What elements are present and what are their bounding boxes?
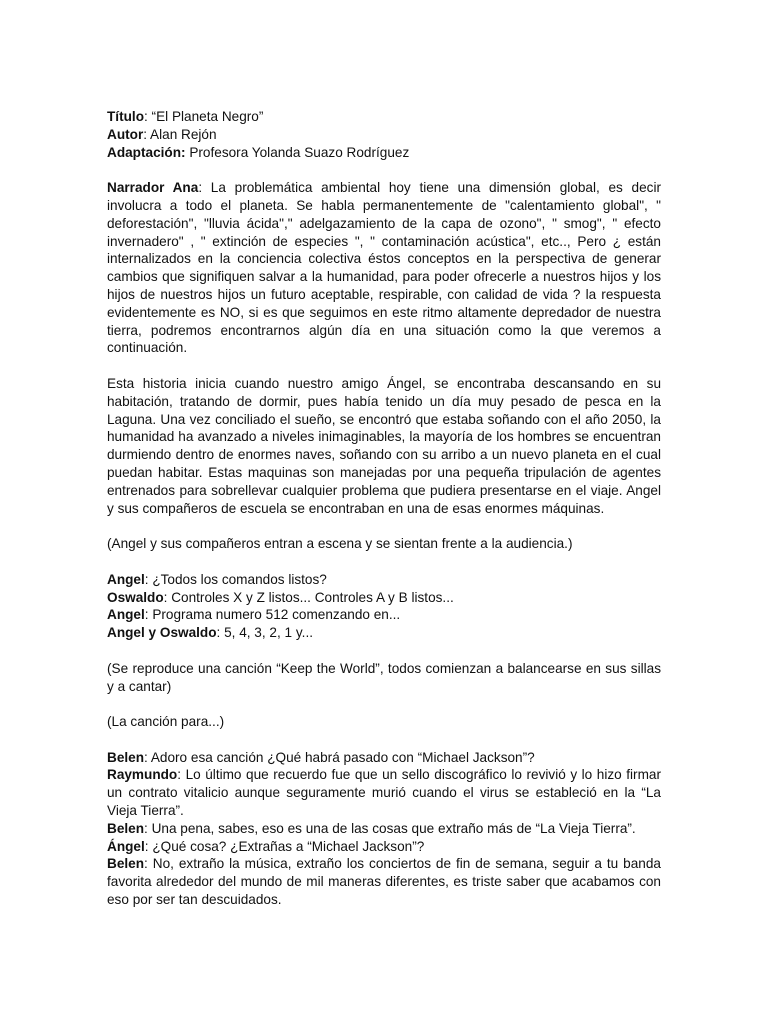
dialogue-text: : ¿Qué cosa? ¿Extrañas a “Michael Jackson”? [144,838,425,854]
dialogue-speaker: Angel [107,571,145,587]
title-line [107,108,661,126]
dialogue-line [107,606,661,624]
title-label: Título [107,109,144,124]
dialogue-line [107,571,661,589]
dialogue-line [107,589,661,607]
dialogue-speaker: Belen [107,749,145,765]
dialogue-text: : 5, 4, 3, 2, 1 y... [216,625,313,641]
author-label: Autor [107,126,144,142]
adaptation-value: Profesora Yolanda Suazo Rodríguez [185,144,410,160]
dialogue-text: : Lo último que recuerdo fue que un sello discográfico lo revivió y lo hizo firmar un contrato vitalicio aunque seguramente murió cuando el virus se estableció en la “La Vieja Tierra”. [107,767,661,819]
stage-direction-1: (Angel y sus compañeros entran a escena y se sientan frente a la audiencia.) [107,536,573,552]
dialogue-line [107,624,661,642]
dialogue-speaker: Ángel [107,838,145,854]
adaptation-label: Adaptación: [107,144,186,160]
dialogue-line [107,855,661,908]
dialogue-text: : Adoro esa canción ¿Qué habrá pasado con “Michael Jackson”? [144,749,535,765]
dialogue-speaker: Angel y Oswaldo [107,625,217,641]
dialogue-line [107,838,661,856]
author-value: : Alan Rejón [143,126,217,142]
narrator-text: : La problemática ambiental hoy tiene una dimensión global, es decir involucra a todo el planeta. Se habla permanentemente de "calentamiento global", " deforestación", "lluvia ácida"," adelgazamiento de la capa de ozono", " smog", " efecto invernadero" , " extinción de especies ", " contaminación acústica", etc.., Pero ¿ están internalizados en la conciencia colectiva éstos conceptos en la perspectiva de generar cambios que signifiquen salvar a la humanidad, para poder ofrecerle a nuestros hijos y los hijos de nuestros hijos un futuro aceptable, respirable, con calidad de vida ? la respuesta evidentemente es NO, si es que seguimos en este ritmo altamente depredador de nuestra tierra, podremos encontrarnos algún día en una situación como la que veremos a continuación. [107,180,661,356]
dialogue-speaker: Oswaldo [107,589,164,605]
dialogue-line [107,766,661,819]
narrator-speaker: Narrador Ana [107,180,199,196]
story-paragraph: Esta historia inicia cuando nuestro amigo Ángel, se encontraba descansando en su habitación, tratando de dormir, pues había tenido un día muy pesado de pesca en la Laguna. Una vez conciliado el sueño, se encontró que estaba soñando con el año 2050, la humanidad ha avanzado a niveles inimaginables, la mayoría de los hombres se encuentran durmiendo dentro de enormes naves, soñando con su arribo a un nuevo planeta en el cual puedan habitar. Estas maquinas son manejadas por una pequeña tripulación de agentes entrenados para sobrellevar cualquier problema que pudiera presentarse en el viaje. Angel y sus compañeros de escuela se encontraban en una de esas enormes máquinas. [107,375,661,516]
stage-direction-2: (Se reproduce una canción “Keep the World”, todos comienzan a balancearse en sus sillas y a cantar) [107,660,661,694]
dialogue-text: : Programa numero 512 comenzando en... [144,607,401,623]
author-line [107,126,661,144]
dialogue-speaker: Belen [107,856,145,872]
adaptation-line [107,144,661,162]
dialogue-line [107,749,661,767]
dialogue-text: : Una pena, sabes, eso es una de las cosas que extraño más de “La Vieja Tierra”. [144,820,636,836]
dialogue-speaker: Raymundo [107,767,178,783]
dialogue-line [107,820,661,838]
title-value: : “El Planeta Negro” [144,109,264,124]
dialogue-speaker: Angel [107,607,145,623]
dialogue-text: : No, extraño la música, extraño los conciertos de fin de semana, seguir a tu banda favorita alrededor del mundo de mil maneras diferentes, es triste saber que acabamos con eso por ser tan descuidados. [107,856,661,908]
dialogue-text: : ¿Todos los comandos listos? [144,571,327,587]
dialogue-speaker: Belen [107,820,145,836]
dialogue-text: : Controles X y Z listos... Controles A y B listos... [163,589,454,605]
stage-direction-3: (La canción para...) [107,714,225,730]
narrator-paragraph [107,179,661,357]
